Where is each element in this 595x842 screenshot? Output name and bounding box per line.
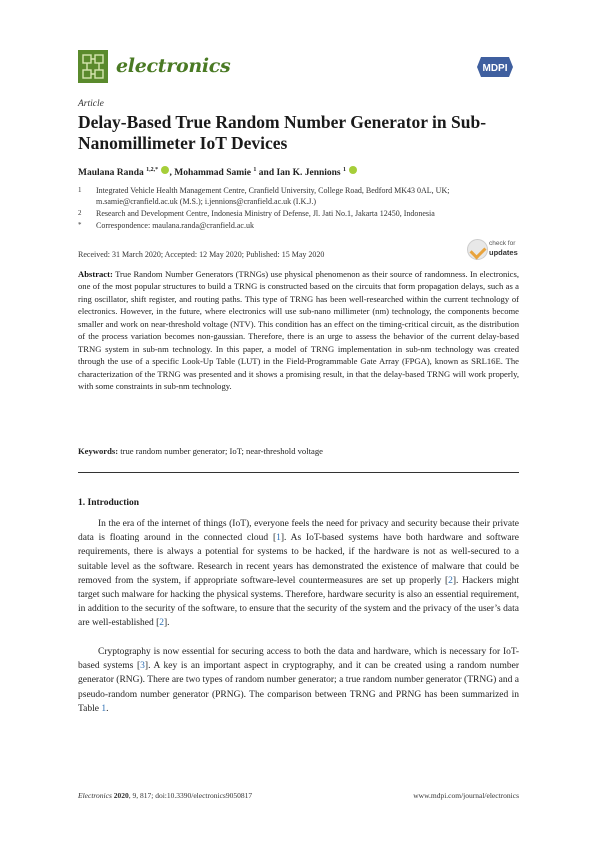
section-heading: 1. Introduction bbox=[78, 498, 140, 508]
paragraph-text: ]. A key is an important aspect in cryptography, and it can be created using a random number generator (RNG). There are two types of random number generator; a true random number generator (TRNG) and a pseudo-random number generator (PRNG). The comparison between TRNG and PRNG has been summarized in Table bbox=[78, 661, 519, 714]
author-separator: and bbox=[256, 168, 277, 178]
orcid-icon[interactable] bbox=[349, 166, 357, 174]
author-affiliation-mark: 1 bbox=[253, 166, 257, 173]
article-type: Article bbox=[78, 99, 104, 109]
journal-logo-icon bbox=[78, 50, 108, 83]
footer-year: 2020 bbox=[113, 791, 129, 800]
correspondence bbox=[78, 220, 518, 231]
footer-citation bbox=[78, 791, 252, 800]
mdpi-logo-icon bbox=[475, 55, 515, 79]
svg-text:MDPI: MDPI bbox=[482, 63, 508, 74]
paragraph-text: ]. Hackers might target such malware for hacking the physical systems. Therefore, hardware security is also an essential requirement, in addition to the security of the software, to ensure that the security of the system and the privacy of the user’s data are well-established [ bbox=[78, 575, 520, 629]
affiliation-1 bbox=[78, 185, 518, 207]
table-link[interactable]: 1 bbox=[101, 703, 107, 714]
affiliation-line: Research and Development Centre, Indonesia Ministry of Defense, Jl. Jati No.1, Jakarta 12450, Indonesia bbox=[96, 209, 435, 218]
check-for-updates-button[interactable] bbox=[467, 237, 519, 261]
affiliation-mark: 2 bbox=[78, 209, 82, 217]
author-name[interactable]: Mohammad Samie bbox=[174, 168, 252, 178]
citation-link[interactable]: 2 bbox=[448, 575, 453, 586]
author-affiliation-mark: 1,2, bbox=[146, 166, 156, 173]
corresponding-mark: * bbox=[155, 166, 159, 173]
keywords-label: Keywords: bbox=[78, 446, 119, 456]
keywords bbox=[78, 446, 519, 456]
journal-name: electronics bbox=[116, 55, 231, 77]
citation-link[interactable]: 1 bbox=[276, 533, 281, 544]
affiliation-emails[interactable]: m.samie@cranfield.ac.uk (M.S.); i.jennions@cranfield.ac.uk (I.K.J.) bbox=[96, 197, 316, 206]
abstract-label: Abstract: bbox=[78, 269, 113, 279]
author-affiliation-mark: 1 bbox=[343, 166, 347, 173]
check-updates-label: check for bbox=[489, 240, 516, 247]
author-name[interactable]: Maulana Randa bbox=[78, 168, 144, 178]
paragraph-2 bbox=[78, 645, 519, 716]
abstract bbox=[78, 268, 519, 393]
abstract-text: True Random Number Generators (TRNGs) use physical phenomenon as their source of randomness. In electronics, one of the most popular structures to build a TRNG is constructed based on the circuits that form propagation delays, such as a ring oscillator, shift register, and routing paths. This type of TRNG has been well-researched within the current technology of electronics. However, in the future, where electronics will use sub-nano millimeter (nm) technology, the components become smaller and work on near-threshold voltage (NTV). This condition has an effect on the timing-critical circuit, as the distribution of the process variation becomes non-gaussian. Therefore, there is an urge to assess the behavior of the current delay-based TRNG system in sub-nm technology. In this paper, a model of TRNG implementation in sub-nm technology was created through the use of a specific Look-Up Table (LUT) in the Field-Programmable Gate Array (FPGA), known as SRL16E. The characterization of the TRNG was presented and it shows a promising result, in that the delay-based TRNG will work properly, with some constraints in sub-nm technology. bbox=[78, 269, 519, 392]
paragraph-1 bbox=[78, 517, 519, 631]
article-title: Delay-Based True Random Number Generator in Sub-Nanomillimeter IoT Devices bbox=[78, 112, 487, 153]
paragraph-text: ]. bbox=[164, 618, 170, 629]
author-separator: , bbox=[169, 168, 175, 178]
affiliation-mark: 1 bbox=[78, 186, 82, 194]
correspondence-mark: * bbox=[78, 221, 82, 229]
section-divider bbox=[78, 472, 519, 473]
correspondence-email[interactable]: Correspondence: maulana.randa@cranfield.ac.uk bbox=[96, 221, 254, 230]
footer-url[interactable]: www.mdpi.com/journal/electronics bbox=[413, 791, 519, 800]
citation-link[interactable]: 2 bbox=[159, 618, 164, 629]
check-updates-label-bold: updates bbox=[489, 248, 518, 257]
keywords-text: true random number generator; IoT; near-threshold voltage bbox=[120, 446, 323, 456]
author-name[interactable]: Ian K. Jennions bbox=[276, 168, 341, 178]
footer-journal: Electronics bbox=[78, 791, 112, 800]
publication-dates: Received: 31 March 2020; Accepted: 12 May 2020; Published: 15 May 2020 bbox=[78, 250, 325, 259]
paragraph-text: . bbox=[106, 703, 109, 714]
author-list bbox=[78, 166, 357, 178]
footer-doi[interactable]: , 9, 817; doi:10.3390/electronics9050817 bbox=[128, 791, 253, 800]
paragraph-text: In the era of the internet of things (IoT), everyone feels the need for privacy and security because their private data is floating around in the connected cloud [ bbox=[78, 519, 519, 544]
citation-link[interactable]: 3 bbox=[140, 661, 145, 672]
affiliation-line: Integrated Vehicle Health Management Centre, Cranfield University, College Road, Bedford MK43 0AL, UK; bbox=[96, 186, 450, 195]
affiliation-2 bbox=[78, 208, 518, 219]
check-updates-icon bbox=[467, 239, 488, 260]
paragraph-text: ]. As IoT-based systems have both hardware and software requirements, there is always a potential for systems to be hacked, if the hardware is not as well-secured to a suitable level as the software. Research in recent years has demonstrated the existence of malware that could be removed from the system, if appropriate software-level countermeasures are set up properly [ bbox=[78, 533, 519, 586]
paragraph-text: Cryptography is now essential for securing access to both the data and hardware, which is necessary for IoT-based systems [ bbox=[78, 647, 519, 672]
